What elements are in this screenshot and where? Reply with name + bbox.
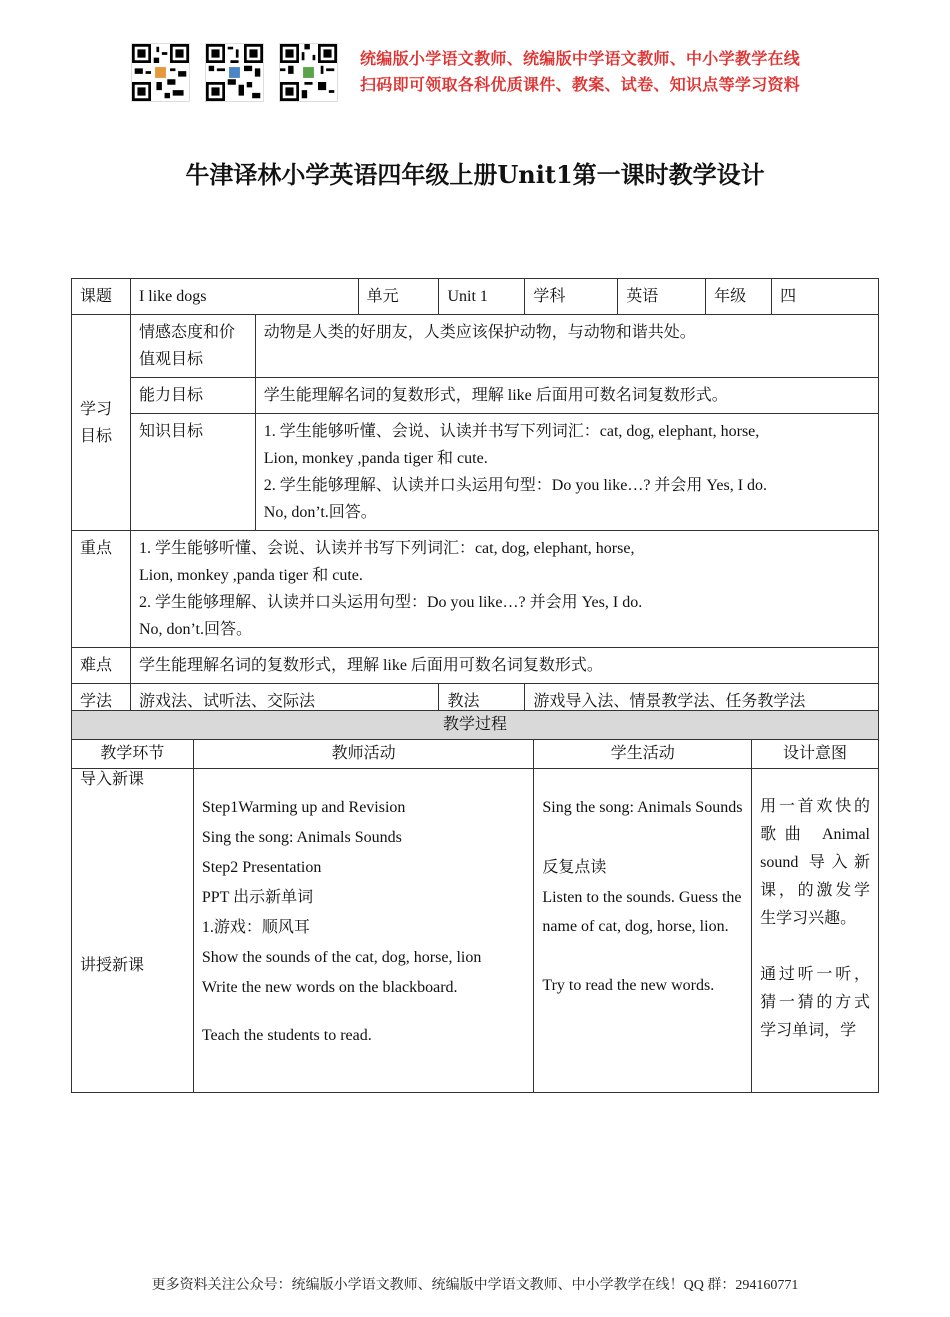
student-activity (534, 769, 752, 1093)
difficulty-label: 难点 (72, 648, 131, 684)
unit-label: 单元 (358, 279, 439, 315)
ability-value: 学生能理解名词的复数形式，理解 like 后面用可数名词复数形式。 (255, 378, 878, 414)
promo-banner (360, 46, 800, 98)
key-points-label: 重点 (72, 531, 131, 648)
knowledge-value (255, 414, 878, 531)
banner-line: 统编版小学语文教师、统编版中学语文教师、中小学教学在线 (360, 49, 801, 68)
subject-label: 学科 (525, 279, 618, 315)
stage-intro: 导入新课 (80, 771, 145, 788)
qr-code-icon (280, 44, 337, 101)
topic-label: 课题 (72, 279, 131, 315)
key-line: Lion, monkey ,panda tiger 和 cute. (138, 567, 363, 584)
banner-line: 扫码即可领取各科优质课件、教案、试卷、知识点等学习资料 (360, 75, 801, 94)
column-header: 设计意图 (752, 740, 879, 769)
stage-new: 讲授新课 (80, 957, 145, 974)
teacher-step: PPT 出示新单词 (201, 889, 314, 906)
key-line: No, don’t.回答。 (138, 621, 252, 638)
teacher-step: Sing the song: Animals Sounds (201, 829, 402, 846)
key-points-value (130, 531, 878, 648)
knowledge-line: Lion, monkey ,panda tiger 和 cute. (263, 450, 488, 467)
knowledge-line: 1. 学生能够听懂、会说、认读并书写下列词汇：cat, dog, elephant, horse, (263, 423, 760, 440)
teacher-step: Show the sounds of the cat, dog, horse, lion (201, 949, 482, 966)
teacher-step: Step1Warming up and Revision (201, 799, 406, 816)
key-line: 2. 学生能够理解、认读并口头运用句型：Do you like…? 并会用 Yes, I do. (138, 594, 643, 611)
column-header: 学生活动 (534, 740, 752, 769)
difficulty-value: 学生能理解名词的复数形式，理解 like 后面用可数名词复数形式。 (130, 648, 878, 684)
goals-label: 学习目标 (72, 315, 131, 531)
teacher-step: Step2 Presentation (201, 859, 322, 876)
ability-label: 能力目标 (130, 378, 255, 414)
student-step: 反复点读 (542, 859, 607, 876)
knowledge-label: 知识目标 (130, 414, 255, 531)
student-step: Try to read the new words. (542, 977, 715, 994)
grade-label: 年级 (706, 279, 772, 315)
subject-value: 英语 (618, 279, 706, 315)
student-step: Listen to the sounds. Guess the name of cat, dog, horse, lion. (542, 889, 742, 935)
grade-value: 四 (772, 279, 879, 315)
teacher-activity (193, 769, 534, 1093)
lesson-info-table (71, 278, 879, 720)
teacher-step: Write the new words on the blackboard. (201, 979, 458, 996)
qr-code-icon (206, 44, 263, 101)
unit-value: Unit 1 (439, 279, 525, 315)
teach-method-label: 教法 (439, 684, 525, 720)
qr-code-icon (205, 43, 264, 102)
qr-code-icon (279, 43, 338, 102)
teacher-step: Teach the students to read. (201, 1027, 372, 1044)
column-header: 教学环节 (72, 740, 194, 769)
teacher-step: 1.游戏：顺风耳 (201, 919, 310, 936)
learn-method-label: 学法 (72, 684, 131, 720)
knowledge-line: No, don’t.回答。 (263, 504, 377, 521)
emotion-value: 动物是人类的好朋友，人类应该保护动物，与动物和谐共处。 (255, 315, 878, 378)
qr-code-icon (131, 43, 190, 102)
key-line: 1. 学生能够听懂、会说、认读并书写下列词汇：cat, dog, elephant, horse, (138, 540, 635, 557)
intent-text: 通过听一听，猜一猜的方式学习单词，学 (760, 966, 870, 1039)
footer-note: 更多资料关注公众号：统编版小学语文教师、统编版中学语文教师、中小学教学在线！QQ 群：294160771 (151, 1278, 799, 1293)
stage-cell (72, 769, 194, 1093)
teaching-process-table (71, 710, 879, 1093)
topic-value: I like dogs (130, 279, 358, 315)
process-title: 教学过程 (72, 711, 879, 740)
emotion-label: 情感态度和价值观目标 (130, 315, 255, 378)
page-title: 牛津译林小学英语四年级上册Unit1第一课时教学设计 (185, 160, 765, 189)
student-step: Sing the song: Animals Sounds (542, 799, 743, 816)
design-intent (752, 769, 879, 1093)
intent-text: 用一首欢快的歌曲 Animal sound 导入新课，的激发学生学习兴趣。 (760, 798, 870, 927)
qr-code-icon (132, 44, 189, 101)
learn-method-value: 游戏法、试听法、交际法 (130, 684, 439, 720)
column-header: 教师活动 (193, 740, 534, 769)
knowledge-line: 2. 学生能够理解、认读并口头运用句型：Do you like…? 并会用 Yes, I do. (263, 477, 768, 494)
teach-method-value: 游戏导入法、情景教学法、任务教学法 (525, 684, 879, 720)
